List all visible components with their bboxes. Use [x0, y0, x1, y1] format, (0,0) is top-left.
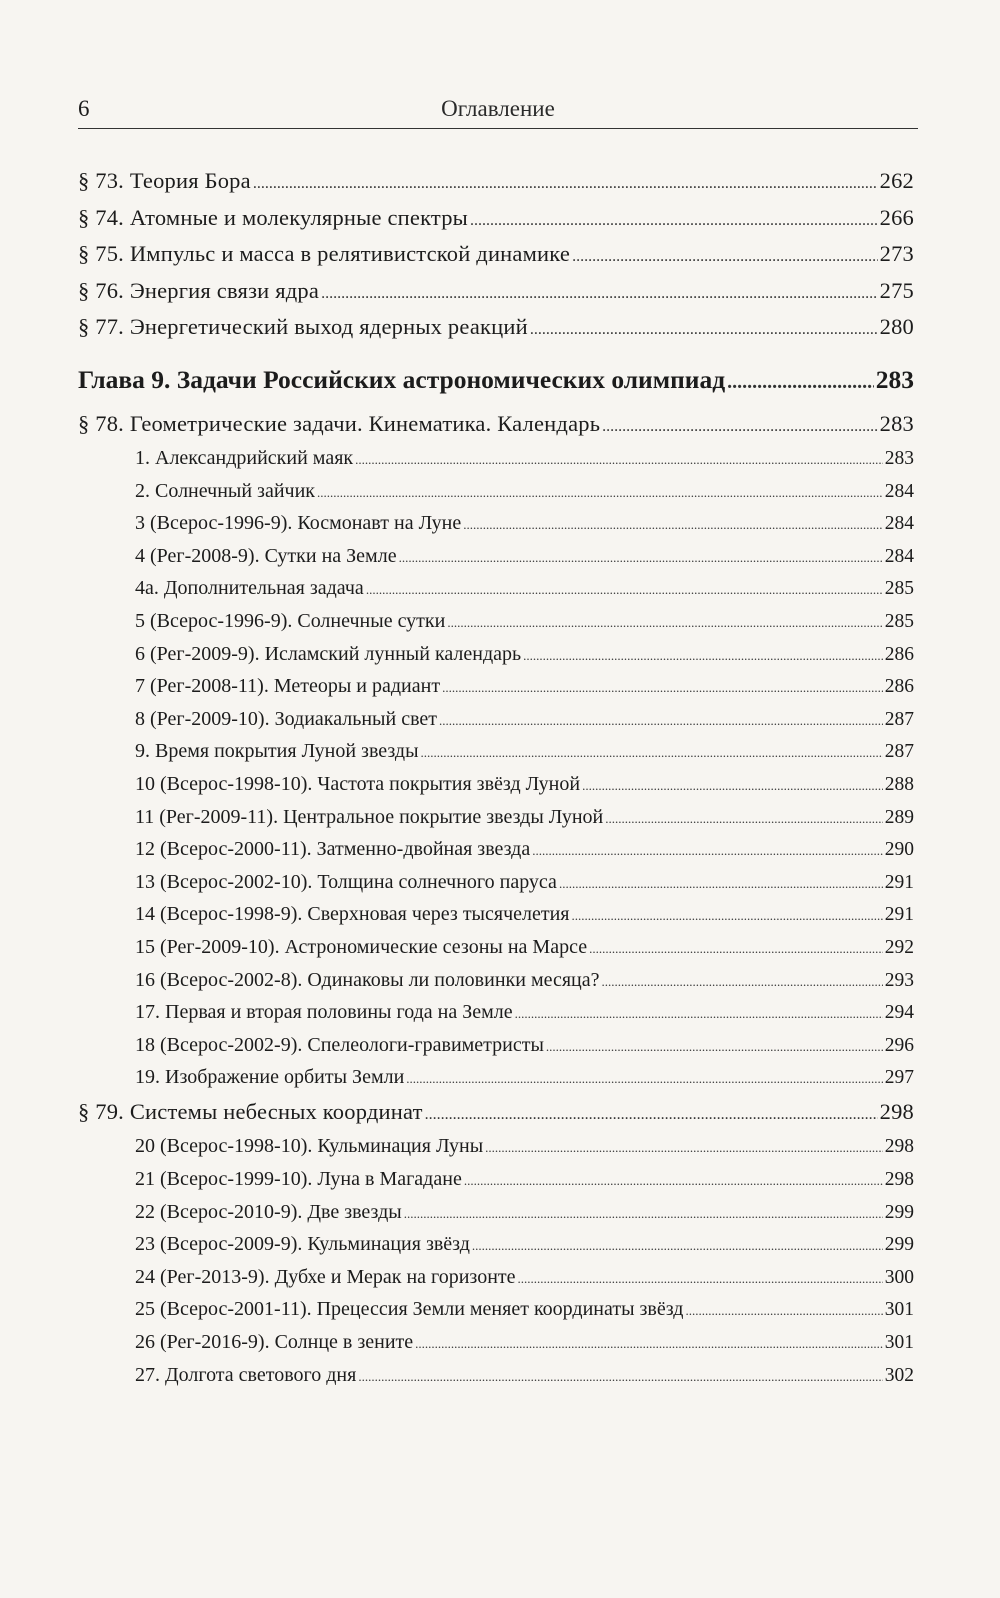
dot-leader — [399, 540, 883, 575]
toc-item-title: 7 (Рег-2008-11). Метеоры и радиант — [135, 675, 441, 698]
toc-item-page: 298 — [884, 1136, 914, 1158]
dot-leader — [464, 1163, 883, 1198]
toc-entry-title: § 77. Энергетический выход ядерных реакций — [78, 314, 528, 339]
dot-leader — [589, 931, 883, 966]
toc-section-78 — [78, 406, 914, 443]
toc-item — [78, 670, 914, 703]
toc-item-title: 2. Солнечный зайчик — [135, 479, 315, 502]
toc-item-page: 286 — [884, 676, 914, 698]
dot-leader — [605, 801, 883, 836]
toc-item — [78, 540, 914, 573]
dot-leader — [404, 1196, 883, 1231]
dot-leader — [442, 670, 883, 705]
toc-entry-page: 280 — [879, 314, 914, 339]
toc-entry-title: § 78. Геометрические задачи. Кинематика. Календарь — [78, 410, 601, 436]
dot-leader — [415, 1326, 883, 1361]
table-of-contents — [78, 163, 914, 1391]
toc-item — [78, 931, 914, 964]
toc-item — [78, 833, 914, 866]
toc-item-title: 13 (Всерос-2002-10). Толщина солнечного паруса — [135, 870, 557, 893]
dot-leader — [321, 273, 878, 313]
toc-item-page: 283 — [884, 448, 914, 469]
toc-item-page: 286 — [884, 643, 914, 665]
header-rule — [78, 128, 918, 129]
toc-entry-title: § 79. Системы небесных координат — [78, 1098, 423, 1124]
toc-section-74 — [78, 200, 914, 237]
toc-item-title: 16 (Всерос-2002-8). Одинаковы ли половинки месяца? — [135, 968, 600, 991]
toc-section-77 — [78, 309, 914, 346]
toc-item-title: 6 (Рег-2009-9). Исламский лунный календарь — [135, 642, 522, 665]
toc-item-title: 5 (Всерос-1996-9). Солнечные сутки — [135, 609, 446, 632]
dot-leader — [572, 236, 878, 276]
toc-item-page: 297 — [884, 1067, 914, 1089]
toc-item — [78, 1359, 914, 1392]
toc-item-title: 1. Александрийский маяк — [135, 447, 354, 469]
toc-entry-page: 273 — [879, 241, 914, 266]
toc-item-title: 11 (Рег-2009-11). Центральное покрытие звезды Луной — [135, 805, 604, 828]
toc-item-page: 287 — [884, 741, 914, 763]
dot-leader — [463, 507, 883, 542]
dot-leader — [317, 475, 883, 510]
toc-item — [78, 507, 914, 540]
toc-item-page: 299 — [884, 1234, 914, 1256]
toc-item — [78, 1061, 914, 1094]
toc-item — [78, 801, 914, 834]
toc-item-page: 285 — [884, 578, 914, 600]
dot-leader — [472, 1228, 883, 1263]
toc-item-title: 17. Первая и вторая половины года на Земле — [135, 1001, 513, 1024]
dot-leader — [421, 735, 883, 770]
dot-leader — [582, 768, 883, 803]
toc-item-page: 284 — [884, 513, 914, 535]
dot-leader — [515, 996, 883, 1031]
toc-item-title: 22 (Всерос-2010-9). Две звезды — [135, 1200, 402, 1223]
toc-item-title: 23 (Всерос-2009-9). Кульминация звёзд — [135, 1233, 470, 1256]
toc-item — [78, 1130, 914, 1163]
dot-leader — [559, 866, 883, 901]
toc-section-75 — [78, 236, 914, 273]
toc-item-page: 301 — [884, 1331, 914, 1353]
toc-item-page: 284 — [884, 545, 914, 567]
toc-item-title: 25 (Всерос-2001-11). Прецессия Земли меняет координаты звёзд — [135, 1298, 684, 1321]
toc-item — [78, 1163, 914, 1196]
toc-item — [78, 475, 914, 508]
dot-leader — [602, 406, 877, 446]
toc-entry-title: § 73. Теория Бора — [78, 168, 251, 193]
toc-item — [78, 964, 914, 997]
toc-item-page: 284 — [884, 480, 914, 502]
dot-leader — [523, 638, 883, 673]
toc-item — [78, 703, 914, 736]
toc-item-page: 301 — [884, 1299, 914, 1321]
toc-item-page: 299 — [884, 1201, 914, 1223]
toc-item — [78, 996, 914, 1029]
toc-item-title: 19. Изображение орбиты Земли — [135, 1066, 405, 1089]
toc-item-page: 300 — [884, 1266, 914, 1288]
dot-leader — [406, 1061, 882, 1096]
toc-entry-title: § 74. Атомные и молекулярные спектры — [78, 204, 468, 230]
toc-item-page: 298 — [884, 1168, 914, 1190]
toc-item-page: 291 — [884, 904, 914, 926]
chapter-title: Глава 9. Задачи Российских астрономических олимпиад — [78, 364, 726, 394]
dot-leader — [485, 1130, 883, 1165]
toc-item-title: 27. Долгота светового дня — [135, 1363, 357, 1386]
toc-item-page: 288 — [884, 773, 914, 795]
dot-leader — [366, 572, 883, 607]
toc-item — [78, 442, 914, 475]
toc-item — [78, 898, 914, 931]
toc-item-title: 8 (Рег-2009-10). Зодиакальный свет — [135, 707, 438, 730]
toc-item-page: 293 — [884, 969, 914, 991]
toc-item-page: 294 — [884, 1002, 914, 1024]
toc-entry-page: 262 — [879, 168, 914, 193]
toc-item — [78, 1261, 914, 1294]
page-number: 6 — [78, 96, 90, 121]
toc-item-title: 21 (Всерос-1999-10). Луна в Магадане — [135, 1167, 462, 1190]
toc-entry-title: § 76. Энергия связи ядра — [78, 277, 320, 303]
toc-item — [78, 1228, 914, 1261]
toc-item — [78, 1293, 914, 1326]
toc-entry-page: 275 — [879, 277, 914, 303]
dot-leader — [532, 833, 883, 868]
toc-item-title: 3 (Всерос-1996-9). Космонавт на Луне — [135, 512, 462, 535]
header-title: Оглавление — [441, 96, 555, 121]
toc-item — [78, 1326, 914, 1359]
toc-item-title: 4 (Рег-2008-9). Сутки на Земле — [135, 544, 397, 567]
toc-item-title: 24 (Рег-2013-9). Дубхе и Мерак на горизонте — [135, 1265, 516, 1288]
dot-leader — [530, 309, 878, 349]
toc-item-page: 289 — [884, 806, 914, 828]
toc-item-page: 296 — [884, 1034, 914, 1056]
toc-item — [78, 735, 914, 768]
toc-item-page: 290 — [884, 839, 914, 861]
running-header — [78, 96, 918, 128]
toc-item — [78, 1029, 914, 1062]
toc-item-title: 14 (Всерос-1998-9). Сверхновая через тысячелетия — [135, 903, 570, 926]
dot-leader — [253, 163, 878, 203]
toc-section-79 — [78, 1094, 914, 1131]
toc-item-title: 18 (Всерос-2002-9). Спелеологи-гравиметристы — [135, 1033, 544, 1056]
toc-chapter-9 — [78, 358, 914, 402]
dot-leader — [447, 605, 882, 640]
toc-item — [78, 605, 914, 638]
toc-item-title: 20 (Всерос-1998-10). Кульминация Луны — [135, 1135, 484, 1158]
dot-leader — [470, 200, 878, 240]
dot-leader — [602, 964, 883, 999]
toc-entry-page: 266 — [879, 204, 914, 230]
dot-leader — [358, 1359, 882, 1394]
toc-item-title: 12 (Всерос-2000-11). Затменно-двойная звезда — [135, 838, 531, 861]
toc-item-page: 285 — [884, 610, 914, 632]
toc-item-title: 4а. Дополнительная задача — [135, 577, 364, 600]
toc-item-title: 15 (Рег-2009-10). Астрономические сезоны на Марсе — [135, 935, 588, 958]
dot-leader — [727, 358, 874, 404]
dot-leader — [439, 703, 883, 738]
toc-item-page: 302 — [884, 1364, 914, 1386]
toc-entry-page: 283 — [879, 410, 914, 436]
dot-leader — [355, 442, 883, 477]
toc-entry-title: § 75. Импульс и масса в релятивистской динамике — [78, 241, 571, 266]
toc-item-page: 291 — [884, 871, 914, 893]
toc-item-page: 287 — [884, 708, 914, 730]
toc-item — [78, 572, 914, 605]
toc-item-title: 26 (Рег-2016-9). Солнце в зените — [135, 1330, 414, 1353]
toc-item-title: 9. Время покрытия Луной звезды — [135, 740, 419, 763]
dot-leader — [518, 1261, 883, 1296]
toc-item — [78, 638, 914, 671]
toc-item — [78, 866, 914, 899]
toc-entry-page: 298 — [879, 1098, 914, 1124]
dot-leader — [685, 1293, 882, 1328]
toc-item-title: 10 (Всерос-1998-10). Частота покрытия звёзд Луной — [135, 772, 581, 795]
dot-leader — [546, 1029, 883, 1064]
toc-section-73 — [78, 163, 914, 200]
toc-section-76 — [78, 273, 914, 310]
toc-item — [78, 768, 914, 801]
chapter-page: 283 — [875, 364, 914, 394]
toc-item — [78, 1196, 914, 1229]
dot-leader — [572, 898, 883, 933]
toc-item-page: 292 — [884, 936, 914, 958]
dot-leader — [425, 1094, 878, 1134]
